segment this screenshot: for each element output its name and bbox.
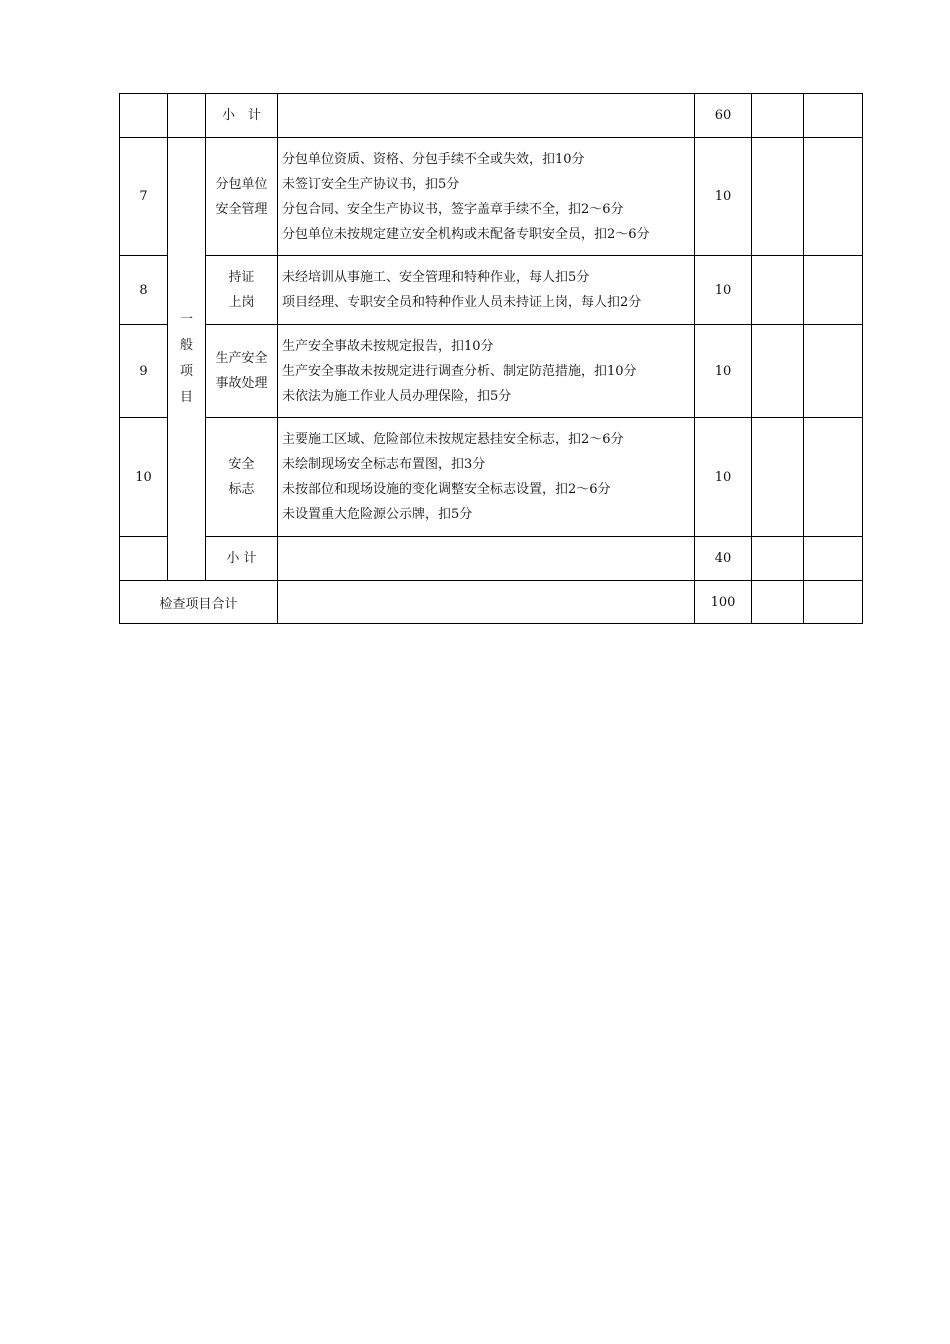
no-cell [120,94,168,138]
actual-score-cell [804,256,863,325]
table-row [120,418,863,537]
table-row-subtotal-top [120,94,863,138]
table-row-subtotal [120,537,863,581]
actual-score-cell [804,581,863,624]
actual-score-cell [804,325,863,418]
rule-text: 未按部位和现场设施的变化调整安全标志设置，扣2～6分 [282,482,611,497]
no-cell [120,537,168,581]
category-cell [168,138,206,581]
subtotal-label: 小 计 [206,537,278,581]
row-number: 10 [120,418,168,537]
rule-text: 未签订安全生产协议书，扣5分 [282,176,460,192]
rule-text: 生产安全事故未按规定报告，扣10分 [282,338,494,354]
deduction-rules [278,325,695,418]
subtotal-top-score: 60 [695,94,752,138]
rules-cell-empty [278,581,695,624]
actual-score-cell [804,138,863,256]
row-number: 7 [120,138,168,256]
category-label: 一般项目 [180,312,194,405]
rule-text: 生产安全事故未按规定进行调查分析、制定防范措施，扣10分 [282,363,637,379]
rule-text: 未依法为施工作业人员办理保险，扣5分 [282,388,512,404]
score-cell: 10 [695,325,752,418]
subtotal-top-label: 小 计 [206,94,278,138]
rule-text: 分包单位未按规定建立安全机构或未配备专职安全员，扣2～6分 [282,226,650,242]
table-row [120,325,863,418]
deduction-cell [752,256,804,325]
deduction-cell [752,418,804,537]
table-row-total [120,581,863,624]
score-cell: 10 [695,418,752,537]
actual-score-cell [804,537,863,581]
rule-text: 主要施工区域、危险部位未按规定悬挂安全标志，扣2～6分 [282,432,624,447]
row-number: 8 [120,256,168,325]
rules-cell-empty [278,537,695,581]
category-cell-empty [168,94,206,138]
deduction-cell [752,138,804,256]
item-name: 安全 标志 [206,418,278,537]
deduction-rules [278,256,695,325]
item-name: 持证 上岗 [206,256,278,325]
item-name: 分包单位 安全管理 [206,138,278,256]
score-cell: 10 [695,256,752,325]
table-row [120,256,863,325]
rule-text: 未绘制现场安全标志布置图，扣3分 [282,457,486,472]
rule-text: 未经培训从事施工、安全管理和特种作业，每人扣5分 [282,270,590,285]
item-name: 生产安全 事故处理 [206,325,278,418]
total-score: 100 [695,581,752,624]
rule-text: 分包单位资质、资格、分包手续不全或失效，扣10分 [282,151,585,167]
score-cell: 10 [695,138,752,256]
table-row [120,138,863,256]
deduction-rules [278,418,695,537]
rule-text: 分包合同、安全生产协议书，签字盖章手续不全，扣2～6分 [282,201,624,217]
rules-cell-empty [278,94,695,138]
deduction-cell [752,94,804,138]
deduction-cell [752,581,804,624]
inspection-score-table [119,93,863,624]
rule-text: 未设置重大危险源公示牌，扣5分 [282,507,473,522]
actual-score-cell [804,94,863,138]
deduction-rules [278,138,695,256]
actual-score-cell [804,418,863,537]
total-label: 检查项目合计 [120,581,278,624]
deduction-cell [752,325,804,418]
rule-text: 项目经理、专职安全员和特种作业人员未持证上岗，每人扣2分 [282,295,642,310]
deduction-cell [752,537,804,581]
subtotal-score: 40 [695,537,752,581]
row-number: 9 [120,325,168,418]
